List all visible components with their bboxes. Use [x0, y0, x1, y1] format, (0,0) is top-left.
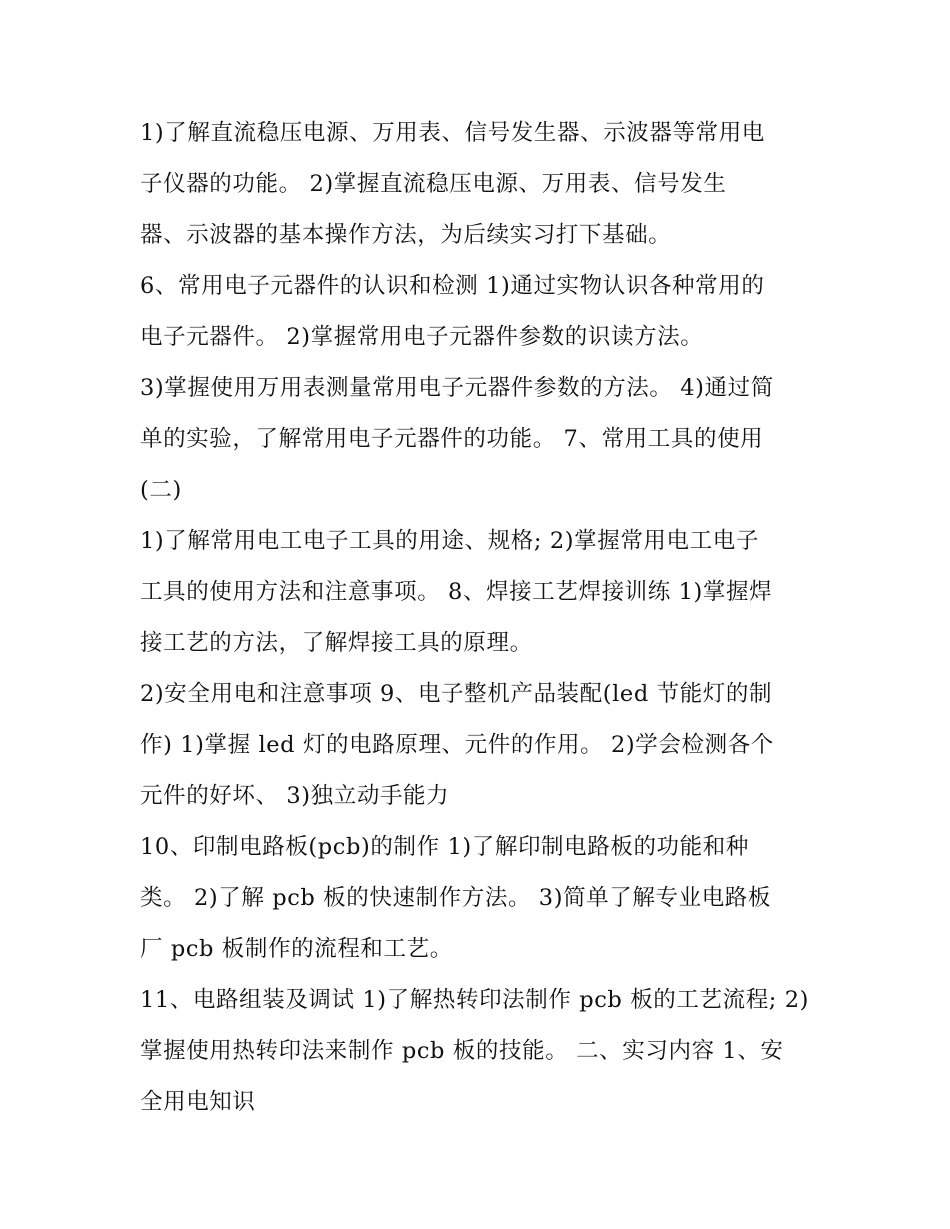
- text-line: 类。 2)了解 pcb 板的快速制作方法。 3)简单了解专业电路板: [140, 885, 772, 911]
- text-line: 10、印制电路板(pcb)的制作 1)了解印制电路板的功能和种: [140, 834, 749, 860]
- text-line: 6、常用电子元器件的认识和检测 1)通过实物认识各种常用的: [140, 273, 765, 299]
- text-line: 接工艺的方法，了解焊接工具的原理。: [140, 630, 533, 656]
- text-line: 电子元器件。 2)掌握常用电子元器件参数的识读方法。: [140, 324, 704, 350]
- text-line: 单的实验，了解常用电子元器件的功能。 7、常用工具的使用: [140, 426, 764, 452]
- text-line: 2)安全用电和注意事项 9、电子整机产品装配(led 节能灯的制: [140, 681, 773, 707]
- text-line: 11、电路组装及调试 1)了解热转印法制作 pcb 板的工艺流程; 2): [140, 987, 810, 1013]
- text-line: 器、示波器的基本操作方法，为后续实习打下基础。: [140, 222, 672, 248]
- text-line: 工具的使用方法和注意事项。 8、焊接工艺焊接训练 1)掌握焊: [140, 579, 773, 605]
- text-line: 子仪器的功能。 2)掌握直流稳压电源、万用表、信号发生: [140, 171, 727, 197]
- text-line: 3)掌握使用万用表测量常用电子元器件参数的方法。 4)通过简: [140, 375, 774, 401]
- text-line: 元件的好坏、 3)独立动手能力: [140, 783, 450, 809]
- text-line: 作) 1)掌握 led 灯的电路原理、元件的作用。 2)学会检测各个: [140, 732, 774, 758]
- body-text: [140, 108, 820, 1128]
- text-line: 1)了解直流稳压电源、万用表、信号发生器、示波器等常用电: [140, 120, 765, 146]
- text-line: 1)了解常用电工电子工具的用途、规格; 2)掌握常用电工电子: [140, 528, 759, 554]
- text-line: (二): [140, 477, 182, 503]
- text-line: 厂 pcb 板制作的流程和工艺。: [140, 936, 453, 962]
- text-line: 掌握使用热转印法来制作 pcb 板的技能。 二、实习内容 1、安: [140, 1038, 784, 1064]
- text-line: 全用电知识: [140, 1089, 256, 1115]
